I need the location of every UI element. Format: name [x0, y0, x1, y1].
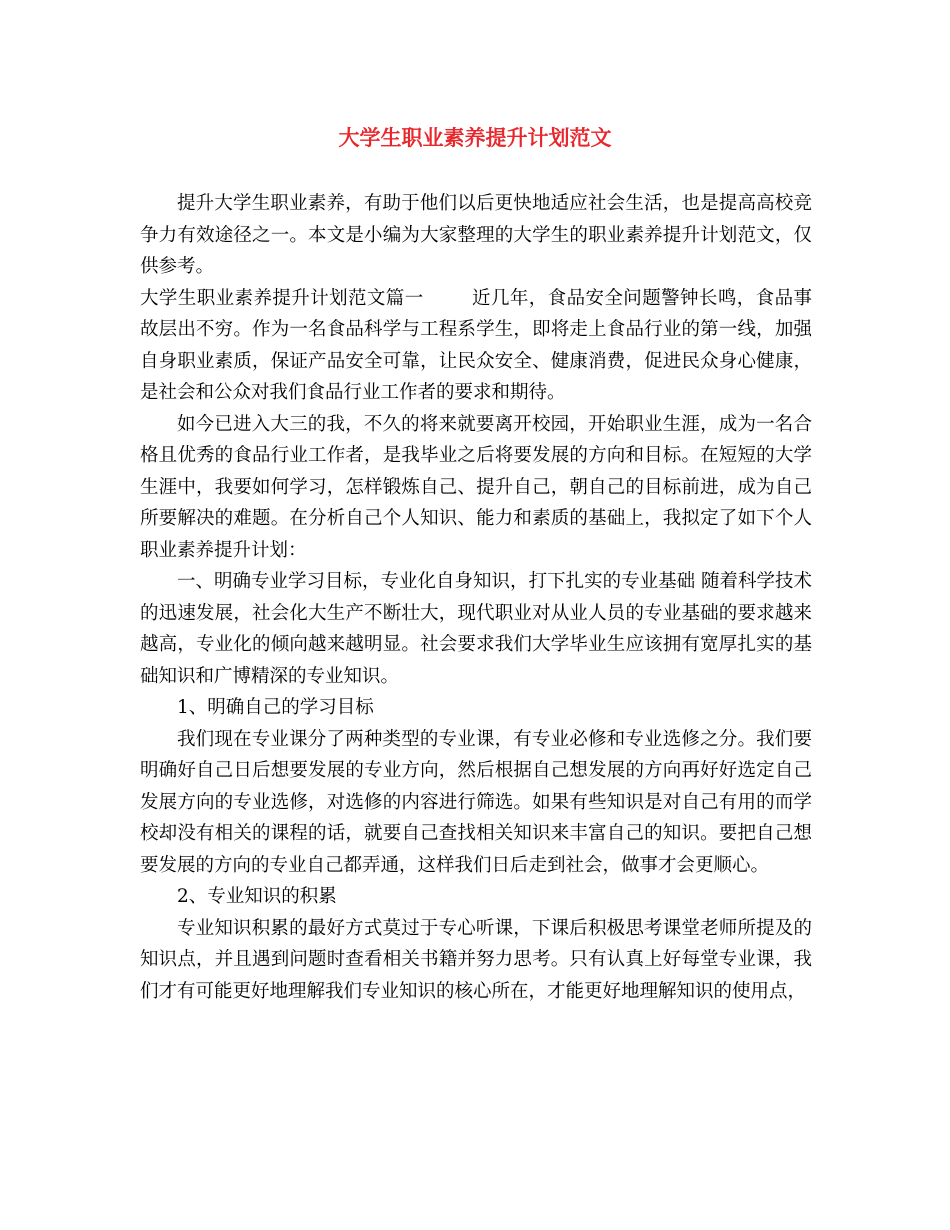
paragraph-intro: 提升大学生职业素养，有助于他们以后更快地适应社会生活，也是提高高校竞争力有效途径之一。本文是小编为大家整理的大学生的职业素养提升计划范文，仅供参考。 — [140, 193, 812, 277]
subheading-learning-goal: 1、明确自己的学习目标 — [177, 697, 374, 718]
section-heading: 大学生职业素养提升计划范文篇一 — [140, 287, 424, 309]
document-body — [140, 188, 812, 1007]
paragraph-plan: 如今已进入大三的我，不久的将来就要离开校园，开始职业生涯，成为一名合格且优秀的食品行业工作者，是我毕业之后将要发展的方向和目标。在短短的大学生涯中，我要如何学习，怎样锻炼自己、提升自己，朝自己的目标前进，成为自己所要解决的难题。在分析自己个人知识、能力和素质的基础上，我拟定了如下个人职业素养提升计划： — [140, 413, 812, 561]
paragraph-knowledge: 专业知识积累的最好方式莫过于专心听课，下课后积极思考课堂老师所提及的知识点，并且遇到问题时查看相关书籍并努力思考。只有认真上好每堂专业课，我们才有可能更好地理解我们专业知识的核心所在，才能更好地理解知识的使用点， — [140, 917, 812, 1002]
section-body: 近几年，食品安全问题警钟长鸣，食品事故层出不穷。作为一名食品科学与工程系学生，即将走上食品行业的第一线，加强自身职业素质，保证产品安全可靠，让民众安全、健康消费，促进民众身心健康，是社会和公众对我们食品行业工作者的要求和期待。 — [140, 287, 812, 403]
subheading-knowledge: 2、专业知识的积累 — [177, 886, 337, 907]
paragraph-section-one — [140, 283, 812, 409]
document-title: 大学生职业素养提升计划范文 — [338, 125, 612, 150]
paragraph-courses: 我们现在专业课分了两种类型的专业课，有专业必修和专业选修之分。我们要明确好自己日后想要发展的专业方向，然后根据自己想发展的方向再好好选定自己发展方向的专业选修，对选修的内容进行筛选。如果有些知识是对自己有用的而学校却没有相关的课程的话，就要自己查找相关知识来丰富自己的知识。要把自己想要发展的方向的专业自己都弄通，这样我们日后走到社会，做事才会更顺心。 — [140, 728, 812, 876]
paragraph-goal-one: 一、明确专业学习目标，专业化自身知识，打下扎实的专业基础 随着科学技术的迅速发展，社会化大生产不断壮大，现代职业对从业人员的专业基础的要求越来越高，专业化的倾向越来越明显。社会要求我们大学毕业生应该拥有宽厚扎实的基础知识和广博精深的专业知识。 — [140, 571, 812, 687]
